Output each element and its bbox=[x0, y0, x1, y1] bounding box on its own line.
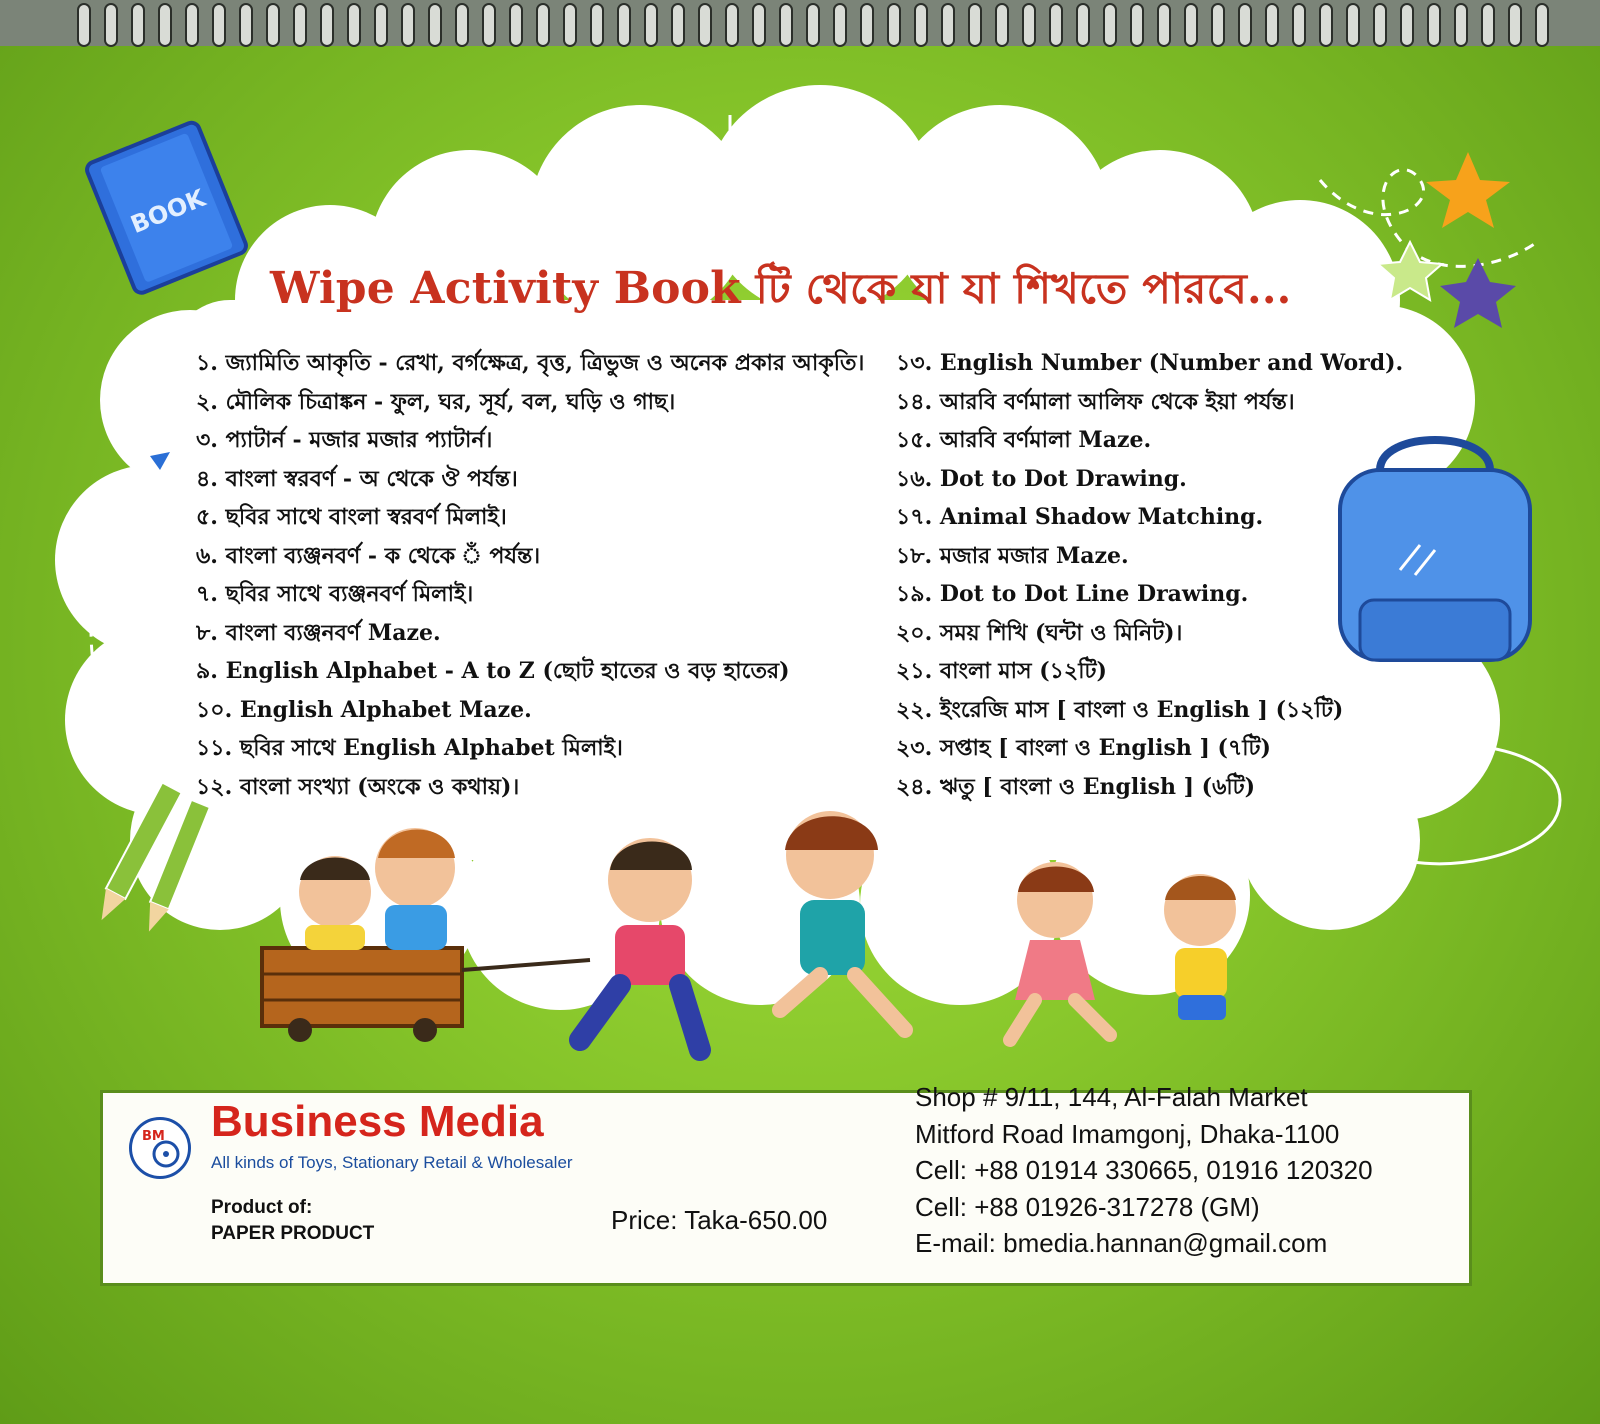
contact-details bbox=[915, 1079, 1373, 1262]
contact-line: Cell: +88 01926-317278 (GM) bbox=[915, 1191, 1260, 1222]
orange-star-icon bbox=[1426, 152, 1510, 228]
product-of-label: Product of: bbox=[211, 1197, 313, 1218]
spiral-coil bbox=[942, 4, 954, 46]
spiral-coil bbox=[807, 4, 819, 46]
feature-left-item: ২. মৌলিক চিত্রাঙ্কন - ফুল, ঘর, সূর্য, বল, ঘড়ি ও গাছ। bbox=[196, 388, 676, 415]
feature-left-item: ৩. প্যাটার্ন - মজার মজার প্যাটার্ন। bbox=[196, 427, 493, 453]
spiral-coil bbox=[1293, 4, 1305, 46]
spiral-coil bbox=[1158, 4, 1170, 46]
feature-right-item: ২১. বাংলা মাস (১২টি) bbox=[896, 658, 1107, 684]
spiral-coil bbox=[510, 4, 522, 46]
spiral-coil bbox=[645, 4, 657, 46]
spiral-coil bbox=[456, 4, 468, 46]
spiral-coil bbox=[753, 4, 765, 46]
spiral-coil bbox=[429, 4, 441, 46]
spiral-coil bbox=[1374, 4, 1386, 46]
feature-right-item: ১৬. Dot to Dot Drawing. bbox=[896, 465, 1187, 492]
brand-tagline: All kinds of Toys, Stationary Retail & Wholesaler bbox=[211, 1153, 573, 1172]
spiral-coil bbox=[375, 4, 387, 46]
feature-list-right bbox=[896, 344, 1456, 806]
feature-left-item: ১২. বাংলা সংখ্যা (অংকে ও কথায়)। bbox=[196, 773, 520, 800]
feature-left-item: ৪. বাংলা স্বরবর্ণ - অ থেকে ঔ পর্যন্ত। bbox=[196, 465, 518, 492]
headline-english: Wipe Activity Book bbox=[270, 263, 741, 314]
feature-right-item: ১৯. Dot to Dot Line Drawing. bbox=[896, 581, 1249, 607]
brand-name: Business Media bbox=[211, 1097, 544, 1146]
feature-left-item: ৯. English Alphabet - A to Z (ছোট হাতের ও বড় হাতের) bbox=[196, 658, 790, 684]
spiral-coil bbox=[159, 4, 171, 46]
feature-left-item: ৫. ছবির সাথে বাংলা স্বরবর্ণ মিলাই। bbox=[196, 504, 507, 530]
spiral-coil bbox=[591, 4, 603, 46]
spiral-coil bbox=[1185, 4, 1197, 46]
spiral-coil bbox=[213, 4, 225, 46]
spiral-coil bbox=[1320, 4, 1332, 46]
price-text: Price: Taka-650.00 bbox=[611, 1205, 828, 1235]
spiral-coil bbox=[537, 4, 549, 46]
feature-list-left bbox=[196, 344, 876, 806]
feature-left-item: ৭. ছবির সাথে ব্যঞ্জনবর্ণ মিলাই। bbox=[196, 581, 474, 607]
spiral-coil bbox=[1104, 4, 1116, 46]
spiral-coil bbox=[1023, 4, 1035, 46]
spiral-coil bbox=[186, 4, 198, 46]
spiral-coil bbox=[105, 4, 117, 46]
feature-left-item: ১১. ছবির সাথে English Alphabet মিলাই। bbox=[196, 735, 623, 761]
spiral-coil bbox=[1401, 4, 1413, 46]
spiral-coil bbox=[1131, 4, 1143, 46]
business-media-logo bbox=[129, 1117, 191, 1179]
feature-right-item: ২৩. সপ্তাহ [ বাংলা ও English ] (৭টি) bbox=[896, 735, 1271, 761]
spiral-coil bbox=[1482, 4, 1494, 46]
purple-star-icon bbox=[1440, 258, 1516, 328]
feature-right-item: ১৭. Animal Shadow Matching. bbox=[896, 504, 1264, 530]
logo-letters: BM bbox=[142, 1129, 165, 1144]
spiral-coil bbox=[240, 4, 252, 46]
logo-reel-icon bbox=[132, 1120, 188, 1176]
spiral-coil bbox=[834, 4, 846, 46]
spiral-coil bbox=[1455, 4, 1467, 46]
spiral-coil bbox=[861, 4, 873, 46]
spiral-coil bbox=[780, 4, 792, 46]
feature-left-item: ১০. English Alphabet Maze. bbox=[196, 696, 532, 723]
book-label: BOOK bbox=[126, 183, 210, 240]
spiral-coil bbox=[1050, 4, 1062, 46]
feature-right-item: ১৩. English Number (Number and Word). bbox=[896, 350, 1404, 376]
spiral-coil bbox=[888, 4, 900, 46]
spiral-coil bbox=[1212, 4, 1224, 46]
book-icon bbox=[85, 120, 249, 295]
spiral-coil bbox=[915, 4, 927, 46]
contact-line: E-mail: bmedia.hannan@gmail.com bbox=[915, 1228, 1328, 1258]
contact-line: Cell: +88 01914 330665, 01916 120320 bbox=[915, 1155, 1373, 1185]
spiral-coil bbox=[483, 4, 495, 46]
spiral-coil bbox=[294, 4, 306, 46]
spiral-coil bbox=[1266, 4, 1278, 46]
spiral-coil bbox=[1239, 4, 1251, 46]
spiral-coil bbox=[267, 4, 279, 46]
contact-line: Shop # 9/11, 144, Al-Falah Market bbox=[915, 1082, 1308, 1112]
feature-right-item: ১৫. আরবি বর্ণমালা Maze. bbox=[896, 427, 1152, 453]
spiral-coil bbox=[402, 4, 414, 46]
contact-line: Mitford Road Imamgonj, Dhaka-1100 bbox=[915, 1118, 1340, 1149]
publisher-label-panel bbox=[100, 1082, 1472, 1286]
spiral-coil bbox=[78, 4, 90, 46]
spiral-coil bbox=[618, 4, 630, 46]
spiral-coil bbox=[1428, 4, 1440, 46]
spiral-binding bbox=[0, 0, 1600, 46]
product-of-value: PAPER PRODUCT bbox=[211, 1223, 375, 1244]
spiral-coil bbox=[1509, 4, 1521, 46]
spiral-coil bbox=[321, 4, 333, 46]
feature-right-item: ১৮. মজার মজার Maze. bbox=[896, 542, 1129, 569]
feature-left-item: ৮. বাংলা ব্যঞ্জনবর্ণ Maze. bbox=[196, 619, 441, 646]
spiral-coil bbox=[1077, 4, 1089, 46]
feature-right-item: ১৪. আরবি বর্ণমালা আলিফ থেকে ইয়া পর্যন্ত। bbox=[896, 388, 1295, 415]
page-headline bbox=[270, 256, 1350, 327]
spiral-coil bbox=[348, 4, 360, 46]
spiral-coil bbox=[132, 4, 144, 46]
spiral-coil bbox=[699, 4, 711, 46]
spiral-coil bbox=[996, 4, 1008, 46]
feature-right-item: ২০. সময় শিখি (ঘন্টা ও মিনিট)। bbox=[896, 619, 1183, 646]
feature-left-item: ৬. বাংলা ব্যঞ্জনবর্ণ - ক থেকে ঁ পর্যন্ত। bbox=[196, 542, 541, 569]
spiral-coil bbox=[672, 4, 684, 46]
spiral-coil bbox=[969, 4, 981, 46]
spiral-coil bbox=[564, 4, 576, 46]
spiral-coil bbox=[726, 4, 738, 46]
feature-left-item: ১. জ্যামিতি আকৃতি - রেখা, বর্গক্ষেত্র, বৃত্ত, ত্রিভুজ ও অনেক প্রকার আকৃতি। bbox=[196, 350, 865, 376]
feature-right-item: ২৪. ঋতু [ বাংলা ও English ] (৬টি) bbox=[896, 773, 1256, 800]
spiral-coil bbox=[1536, 4, 1548, 46]
feature-right-item: ২২. ইংরেজি মাস [ বাংলা ও English ] (১২টি) bbox=[896, 696, 1344, 723]
spiral-coil bbox=[1347, 4, 1359, 46]
headline-bangla: টি থেকে যা যা শিখতে পারবে... bbox=[740, 264, 1292, 313]
